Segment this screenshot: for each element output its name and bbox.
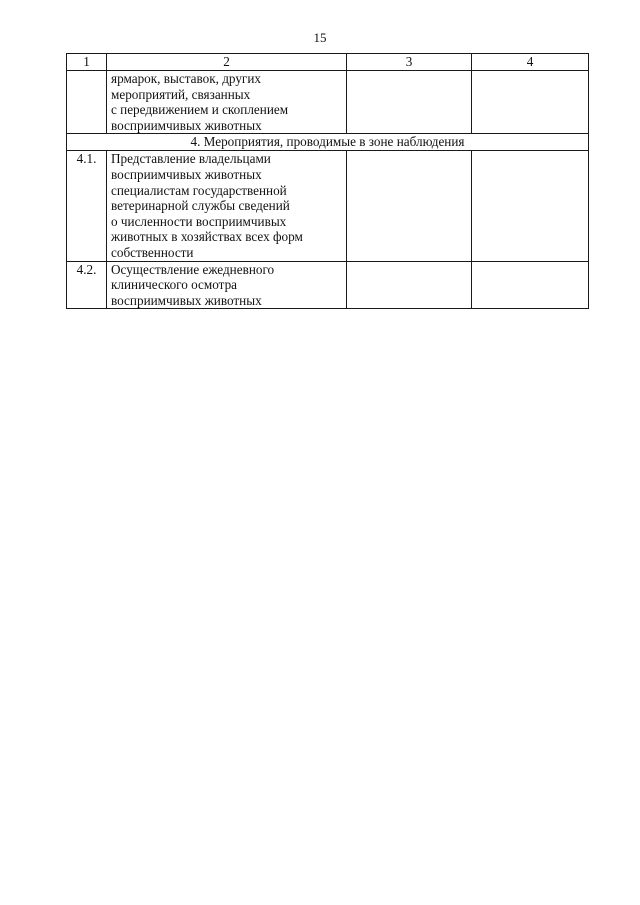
header-col-4: 4	[472, 54, 589, 71]
row-text-line: с передвижением и скоплением	[111, 102, 289, 118]
row-col-4	[472, 261, 589, 309]
row-number: 4.2.	[67, 261, 107, 309]
row-col-3	[347, 151, 472, 261]
table-row-continued	[67, 71, 589, 134]
row-text-line: собственности	[111, 244, 194, 260]
row-text-line: о численности восприимчивых	[111, 213, 287, 229]
page-number: 15	[313, 30, 327, 45]
row-col-3	[347, 71, 472, 134]
row-text-line: восприимчивых животных	[111, 292, 262, 308]
header-col-2: 2	[107, 54, 347, 71]
row-text-line: восприимчивых животных	[111, 166, 262, 182]
row-text-line: ярмарок, выставок, других	[111, 71, 261, 86]
table-header-row	[67, 54, 589, 71]
row-text-line: ветеринарной службы сведений	[111, 198, 290, 214]
section-row	[67, 134, 589, 151]
header-col-3: 3	[347, 54, 472, 71]
row-col-4	[472, 151, 589, 261]
row-number: 4.1.	[67, 151, 107, 261]
row-text	[107, 151, 347, 261]
row-text	[107, 71, 347, 134]
row-col-3	[347, 261, 472, 309]
row-number	[67, 71, 107, 134]
row-text-line: специалистам государственной	[111, 182, 287, 198]
row-text-line: восприимчивых животных	[111, 117, 262, 133]
row-text-line: мероприятий, связанных	[111, 86, 251, 102]
row-text-line: клинического осмотра	[111, 277, 238, 293]
row-text-line: животных в хозяйствах всех форм	[111, 229, 303, 245]
section-title: 4. Мероприятия, проводимые в зоне наблюдения	[67, 134, 589, 151]
header-col-1: 1	[67, 54, 107, 71]
table-row-4-1	[67, 151, 589, 261]
table-row-4-2	[67, 261, 589, 309]
measures-table	[66, 53, 589, 309]
row-text-line: Осуществление ежедневного	[111, 261, 275, 277]
row-text-line: Представление владельцами	[111, 151, 271, 167]
row-text	[107, 261, 347, 309]
row-col-4	[472, 71, 589, 134]
